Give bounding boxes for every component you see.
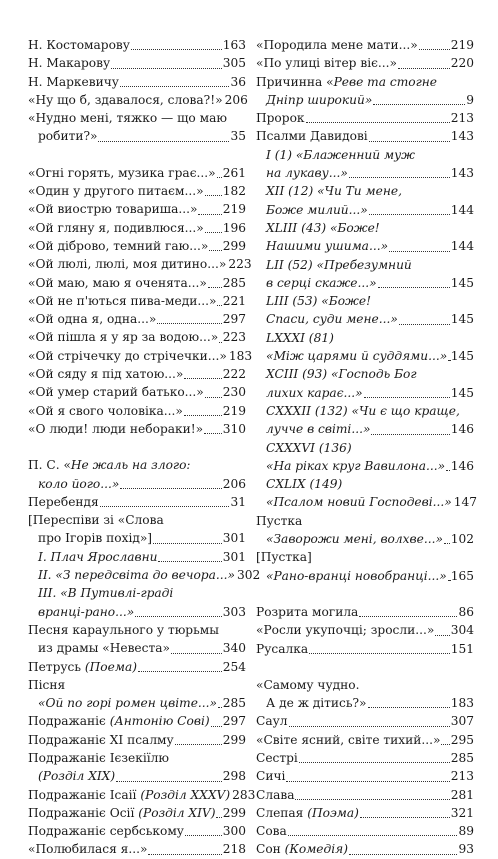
entry-title: лихих карає...»	[266, 385, 363, 400]
dot-leader	[219, 342, 222, 343]
entry-title: Подражаніє (Антонію Сові)	[28, 714, 210, 729]
page-number: 305	[222, 56, 246, 71]
index-entry	[256, 804, 474, 822]
entry-title: коло його...»	[38, 476, 120, 491]
index-entry	[28, 511, 246, 548]
index-entry	[28, 383, 246, 401]
index-entry	[28, 402, 246, 420]
dot-leader	[171, 653, 222, 654]
dot-leader	[211, 726, 222, 727]
dot-leader	[444, 543, 450, 544]
entry-title: «Ну що б, здавалося, слова?!»	[28, 92, 223, 107]
page-number: 143	[450, 166, 474, 181]
section-gap	[256, 658, 474, 676]
index-entry	[256, 512, 474, 530]
page-number: 206	[222, 476, 246, 491]
entry-title: LII (52) «Пребезумний	[266, 257, 412, 272]
dot-leader	[217, 305, 221, 306]
entry-title: П. С. «Не жаль на злого:	[28, 458, 191, 473]
entry-title: «Між царями й суддями...»	[266, 349, 448, 364]
dot-leader	[446, 470, 450, 471]
page-number: 298	[222, 769, 246, 784]
index-entry	[28, 219, 246, 237]
dot-leader	[359, 616, 457, 617]
entry-title: «Огні горять, музика грає...»	[28, 165, 216, 180]
index-column-right	[256, 36, 477, 859]
index-entry	[256, 640, 474, 658]
dot-leader	[138, 671, 222, 672]
dot-leader	[369, 214, 450, 215]
entry-title: Подражаніє Ієзекіїлю	[28, 750, 170, 765]
entry-title: XLIII (43) «Боже!	[266, 220, 380, 235]
index-entry	[28, 566, 261, 584]
entry-title: «Ой не п'ються пива-меди...»	[28, 293, 217, 308]
dot-leader	[158, 561, 221, 562]
entry-title: «Ой сяду я під хатою...»	[28, 367, 184, 382]
entry-title: «Росли укупочці; зросли...»	[256, 623, 435, 638]
dot-leader	[135, 616, 222, 617]
page-number: 297	[222, 714, 246, 729]
entry-title: CXLIX (149)	[266, 477, 343, 492]
dot-leader	[116, 781, 222, 782]
entry-title: А де ж дітись?»	[266, 696, 367, 711]
entry-title: «Породила мене мати...»	[256, 38, 418, 52]
page-number: 151	[450, 641, 474, 656]
page-number: 301	[222, 531, 246, 546]
page-number: 285	[450, 750, 474, 765]
index-entry	[28, 658, 246, 676]
page-number: 183	[228, 348, 253, 363]
index-entry	[28, 200, 246, 218]
entry-title: [Пустка]	[256, 550, 312, 565]
dot-leader	[131, 49, 222, 50]
page-number: 213	[450, 111, 474, 126]
page-number: 86	[458, 604, 474, 619]
dot-leader	[205, 195, 222, 196]
index-entry	[28, 731, 246, 749]
entry-title: Псалми Давидові	[256, 129, 368, 144]
entry-title: Слава	[256, 787, 295, 802]
page-number: 223	[222, 330, 246, 345]
index-entry	[28, 694, 246, 712]
index-entry	[256, 530, 474, 548]
dot-leader	[216, 817, 221, 818]
entry-title: I (1) «Блаженний муж	[266, 147, 415, 162]
page-number: 285	[222, 275, 246, 290]
index-entry	[28, 292, 246, 310]
index-entry	[28, 493, 246, 511]
entry-title: «Рано-вранці новобранці...»	[266, 568, 447, 583]
page-number: 219	[222, 403, 246, 418]
entry-title: «На ріках круг Вавилона...»	[266, 458, 446, 473]
entry-title: «Ой умер старий батько...»	[28, 385, 204, 400]
page-number: 144	[450, 239, 474, 254]
entry-title: CXXXVI (136)	[266, 440, 352, 455]
index-entry	[28, 182, 246, 200]
page-number: 281	[450, 787, 474, 802]
index-entry	[256, 548, 474, 566]
index-entry	[256, 475, 477, 512]
dot-leader	[369, 141, 450, 142]
dot-leader	[218, 707, 222, 708]
dot-leader	[205, 397, 222, 398]
index-entry	[28, 255, 252, 273]
page-number: 146	[450, 458, 474, 473]
page-number: 102	[450, 532, 474, 547]
page-number: 340	[222, 641, 246, 656]
entry-title: «Ой люлі, люлі, моя дитино...»	[28, 257, 227, 272]
index-entry	[28, 237, 246, 255]
entry-title: «Нудно мені, тяжко — що маю	[28, 111, 227, 126]
entry-title: Подражаніє Ісаії (Розділ XXXV)	[28, 787, 231, 802]
entry-title: Слепая (Поэма)	[256, 805, 359, 820]
dot-leader	[175, 744, 222, 745]
entry-title: «Ой одна я, одна...»	[28, 312, 157, 327]
page-number: 304	[450, 623, 474, 638]
dot-leader	[419, 49, 450, 50]
index-entry	[28, 365, 246, 383]
index-entry	[28, 347, 253, 365]
page-number: 310	[222, 421, 246, 436]
index-entry	[256, 365, 474, 402]
entry-title: I. Плач Ярославни	[38, 549, 158, 564]
entry-title: Сичі	[256, 769, 286, 784]
entry-title: «Один у другого питаєм...»	[28, 184, 204, 199]
index-entry	[28, 36, 246, 54]
entry-title: XCIII (93) «Господь Бог	[266, 367, 417, 382]
entry-title: Дніпр широкий»	[266, 92, 373, 107]
index-entry	[256, 219, 474, 256]
index-entry	[256, 402, 474, 439]
page-number: 143	[450, 129, 474, 144]
dot-leader	[378, 287, 450, 288]
page-number: 145	[450, 275, 474, 290]
entry-title: Розрита могила	[256, 604, 359, 619]
index-entry	[28, 548, 246, 566]
page-number: 285	[222, 696, 246, 711]
dot-leader	[198, 214, 221, 215]
page-number: 223	[228, 257, 252, 272]
dot-leader	[111, 68, 222, 69]
entry-title: «Ой стрічечку до стрічечки...»	[28, 348, 227, 363]
dot-leader	[349, 854, 458, 855]
page-number: 165	[450, 568, 474, 583]
entry-title: [Переспіви зі «Слова	[28, 513, 164, 528]
entry-title: в серці скаже...»	[266, 275, 377, 290]
page-number: 196	[222, 220, 246, 235]
entry-title: робити?»	[38, 129, 98, 144]
index-column-left	[28, 36, 261, 859]
entry-title: II. «З передсвіта до вечора...»	[38, 568, 235, 583]
page-number: 299	[222, 238, 246, 253]
page-number: 302	[236, 568, 261, 583]
index-entry	[28, 676, 246, 694]
index-entry	[256, 749, 474, 767]
dot-leader	[398, 68, 450, 69]
page-number: 36	[230, 74, 246, 89]
page-number: 222	[222, 367, 246, 382]
page-number: 230	[222, 385, 246, 400]
index-entry	[256, 127, 474, 145]
dot-leader	[448, 360, 450, 361]
index-entry	[28, 91, 246, 109]
entry-title: вранці-рано...»	[38, 604, 135, 619]
page-number: 145	[450, 349, 474, 364]
page-number: 183	[450, 696, 474, 711]
index-entry	[28, 621, 246, 658]
page-number: 307	[450, 714, 474, 729]
index-entry	[256, 621, 474, 639]
entry-title: Пісня	[28, 677, 66, 692]
index-entry	[28, 786, 256, 804]
page-number: 206	[224, 92, 248, 107]
index-entry	[28, 109, 246, 146]
page-number: 301	[222, 549, 246, 564]
page-number: 35	[230, 129, 246, 144]
dot-leader	[184, 378, 221, 379]
dot-leader	[185, 835, 222, 836]
index-entry	[28, 822, 246, 840]
index-entry	[28, 749, 246, 786]
dot-leader	[286, 781, 449, 782]
dot-leader	[120, 488, 221, 489]
index-entry	[256, 146, 474, 183]
entry-title: Пустка	[256, 513, 303, 528]
index-entry	[256, 54, 474, 72]
entry-title: Сестрі	[256, 750, 298, 765]
page-number: 182	[222, 184, 246, 199]
entry-title: «Псалом новий Господеві...»	[266, 495, 452, 510]
index-entry	[256, 109, 474, 127]
dot-leader	[441, 744, 449, 745]
entry-title: из драмы «Невеста»	[38, 641, 170, 656]
dot-leader	[364, 397, 450, 398]
entry-title: «Світе ясний, світе тихий...»	[256, 732, 441, 747]
entry-title: Подражаніє Осії (Розділ XIV)	[28, 805, 216, 820]
page-number: 219	[222, 202, 246, 217]
index-entry	[28, 328, 246, 346]
entry-title: на лукаву...»	[266, 166, 348, 181]
page-number: 9	[466, 92, 474, 107]
dot-leader	[371, 434, 449, 435]
entry-title: Боже милий...»	[266, 202, 368, 217]
entry-title: «Ой маю, маю я оченята...»	[28, 275, 207, 290]
entry-title: «Заворожи мені, волхве...»	[266, 532, 443, 547]
dot-leader	[389, 251, 450, 252]
entry-title: «О люди! люди небораки!»	[28, 421, 204, 436]
page-number: 299	[222, 805, 246, 820]
page-number: 144	[450, 202, 474, 217]
entry-title: «Ой по горі ромен цвіте...»	[38, 696, 218, 711]
entry-title: LIII (53) «Боже!	[266, 294, 372, 309]
entry-title: Саул	[256, 714, 288, 729]
index-entry	[256, 786, 474, 804]
page-number: 93	[458, 842, 474, 857]
dot-leader	[299, 762, 450, 763]
entry-title: Сова	[256, 824, 287, 839]
dot-leader	[153, 543, 222, 544]
entry-title: Сон (Комедія)	[256, 842, 348, 857]
page-number: 283	[232, 787, 256, 802]
dot-leader	[100, 506, 230, 507]
page-number: 163	[222, 38, 246, 52]
entry-title: CXXXII (132) «Чи є що краще,	[266, 403, 460, 418]
entry-title: «Ой я свого чоловіка...»	[28, 403, 183, 418]
page-number: 303	[222, 604, 246, 619]
index-entry	[256, 73, 474, 110]
page-number: 295	[450, 732, 474, 747]
dot-leader	[288, 835, 458, 836]
entry-title: III. «В Путивлі-граді	[38, 586, 174, 601]
page-number: 145	[450, 312, 474, 327]
entry-title: лучче в світі...»	[266, 422, 371, 437]
entry-title: «Ой гляну я, подивлюся...»	[28, 220, 204, 235]
page-number: 261	[222, 165, 246, 180]
page-number: 213	[450, 769, 474, 784]
section-gap	[28, 438, 246, 456]
page-number: 145	[450, 385, 474, 400]
page-number: 219	[450, 38, 474, 52]
index-entry	[256, 767, 474, 785]
index-entry	[256, 567, 474, 585]
entry-title: Н. Костомарову	[28, 38, 130, 52]
entry-title: (Розділ XIX)	[38, 769, 116, 784]
dot-leader	[208, 287, 222, 288]
dot-leader	[157, 323, 221, 324]
entry-title: Перебендя	[28, 494, 99, 509]
dot-leader	[217, 177, 222, 178]
entry-title: про Ігорів похід»]	[38, 531, 153, 546]
entry-title: «Ой діброво, темний гаю...»	[28, 238, 209, 253]
entry-title: «Полюбилася я...»	[28, 842, 148, 857]
page-number: 321	[450, 805, 474, 820]
dot-leader	[289, 726, 450, 727]
dot-leader	[204, 433, 222, 434]
index-entry	[256, 731, 474, 749]
index-entry	[28, 164, 246, 182]
index-entry	[256, 256, 474, 293]
index-entry	[28, 804, 246, 822]
page-number: 300	[222, 824, 246, 839]
dot-leader	[360, 817, 450, 818]
dot-leader	[148, 854, 221, 855]
dot-leader	[435, 635, 449, 636]
dot-leader	[309, 653, 450, 654]
entry-title: Песня караульного у тюрьмы	[28, 622, 219, 637]
page-number: 31	[230, 494, 246, 509]
dot-leader	[373, 104, 465, 105]
page-number: 297	[222, 312, 246, 327]
index-entry	[28, 54, 246, 72]
entry-title: «Самому чудно.	[256, 677, 360, 692]
section-gap	[256, 585, 474, 603]
entry-title: Спаси, суди мене...»	[266, 312, 398, 327]
index-entry	[256, 676, 474, 713]
entry-title: Н. Маркевичу	[28, 74, 119, 89]
page-number: 254	[222, 659, 246, 674]
dot-leader	[306, 122, 450, 123]
entry-title: «Ой пішла я у яр за водою...»	[28, 330, 219, 345]
entry-title: Пророк	[256, 111, 305, 126]
dot-leader	[399, 324, 450, 325]
index-entry	[28, 420, 246, 438]
index-entry	[256, 822, 474, 840]
index-entry	[256, 329, 474, 366]
entry-title: Причинна «Реве та стогне	[256, 74, 437, 89]
index-entry	[28, 712, 246, 730]
dot-leader	[368, 707, 450, 708]
page-number: 299	[222, 732, 246, 747]
entry-title: XII (12) «Чи Ти мене,	[266, 184, 402, 199]
index-entry	[28, 584, 246, 621]
page-number: 147	[453, 495, 477, 510]
entry-title: Н. Макарову	[28, 56, 111, 71]
index-entry	[256, 36, 474, 54]
entry-title: Подражаніє ХІ псалму	[28, 732, 174, 747]
entry-title: «По улиці вітер віє...»	[256, 56, 397, 71]
index-entry	[28, 310, 246, 328]
page-number: 89	[458, 824, 474, 839]
dot-leader	[98, 141, 229, 142]
page-number: 218	[222, 842, 246, 857]
dot-leader	[205, 232, 222, 233]
dot-leader	[349, 177, 450, 178]
dot-leader	[120, 86, 230, 87]
page-number: 221	[222, 293, 246, 308]
entry-title: Нашими ушима...»	[266, 239, 389, 254]
index-entry	[256, 840, 474, 858]
index-entry	[28, 456, 246, 493]
page-number: 146	[450, 422, 474, 437]
dot-leader	[184, 415, 222, 416]
index-entry	[256, 712, 474, 730]
entry-title: «Ой виострю товариша...»	[28, 202, 198, 217]
index-entry	[256, 182, 474, 219]
index-entry	[256, 439, 474, 476]
section-gap	[28, 146, 246, 164]
dot-leader	[209, 250, 221, 251]
index-entry	[256, 292, 474, 329]
entry-title: Подражаніє сербському	[28, 824, 184, 839]
entry-title: Русалка	[256, 641, 309, 656]
page-number: 220	[450, 56, 474, 71]
index-entry	[28, 840, 246, 858]
dot-leader	[448, 580, 450, 581]
index-entry	[28, 274, 246, 292]
index-entry	[256, 603, 474, 621]
index-entry	[28, 73, 246, 91]
entry-title: Петрусь (Поема)	[28, 659, 137, 674]
entry-title: LXXXI (81)	[266, 330, 334, 345]
